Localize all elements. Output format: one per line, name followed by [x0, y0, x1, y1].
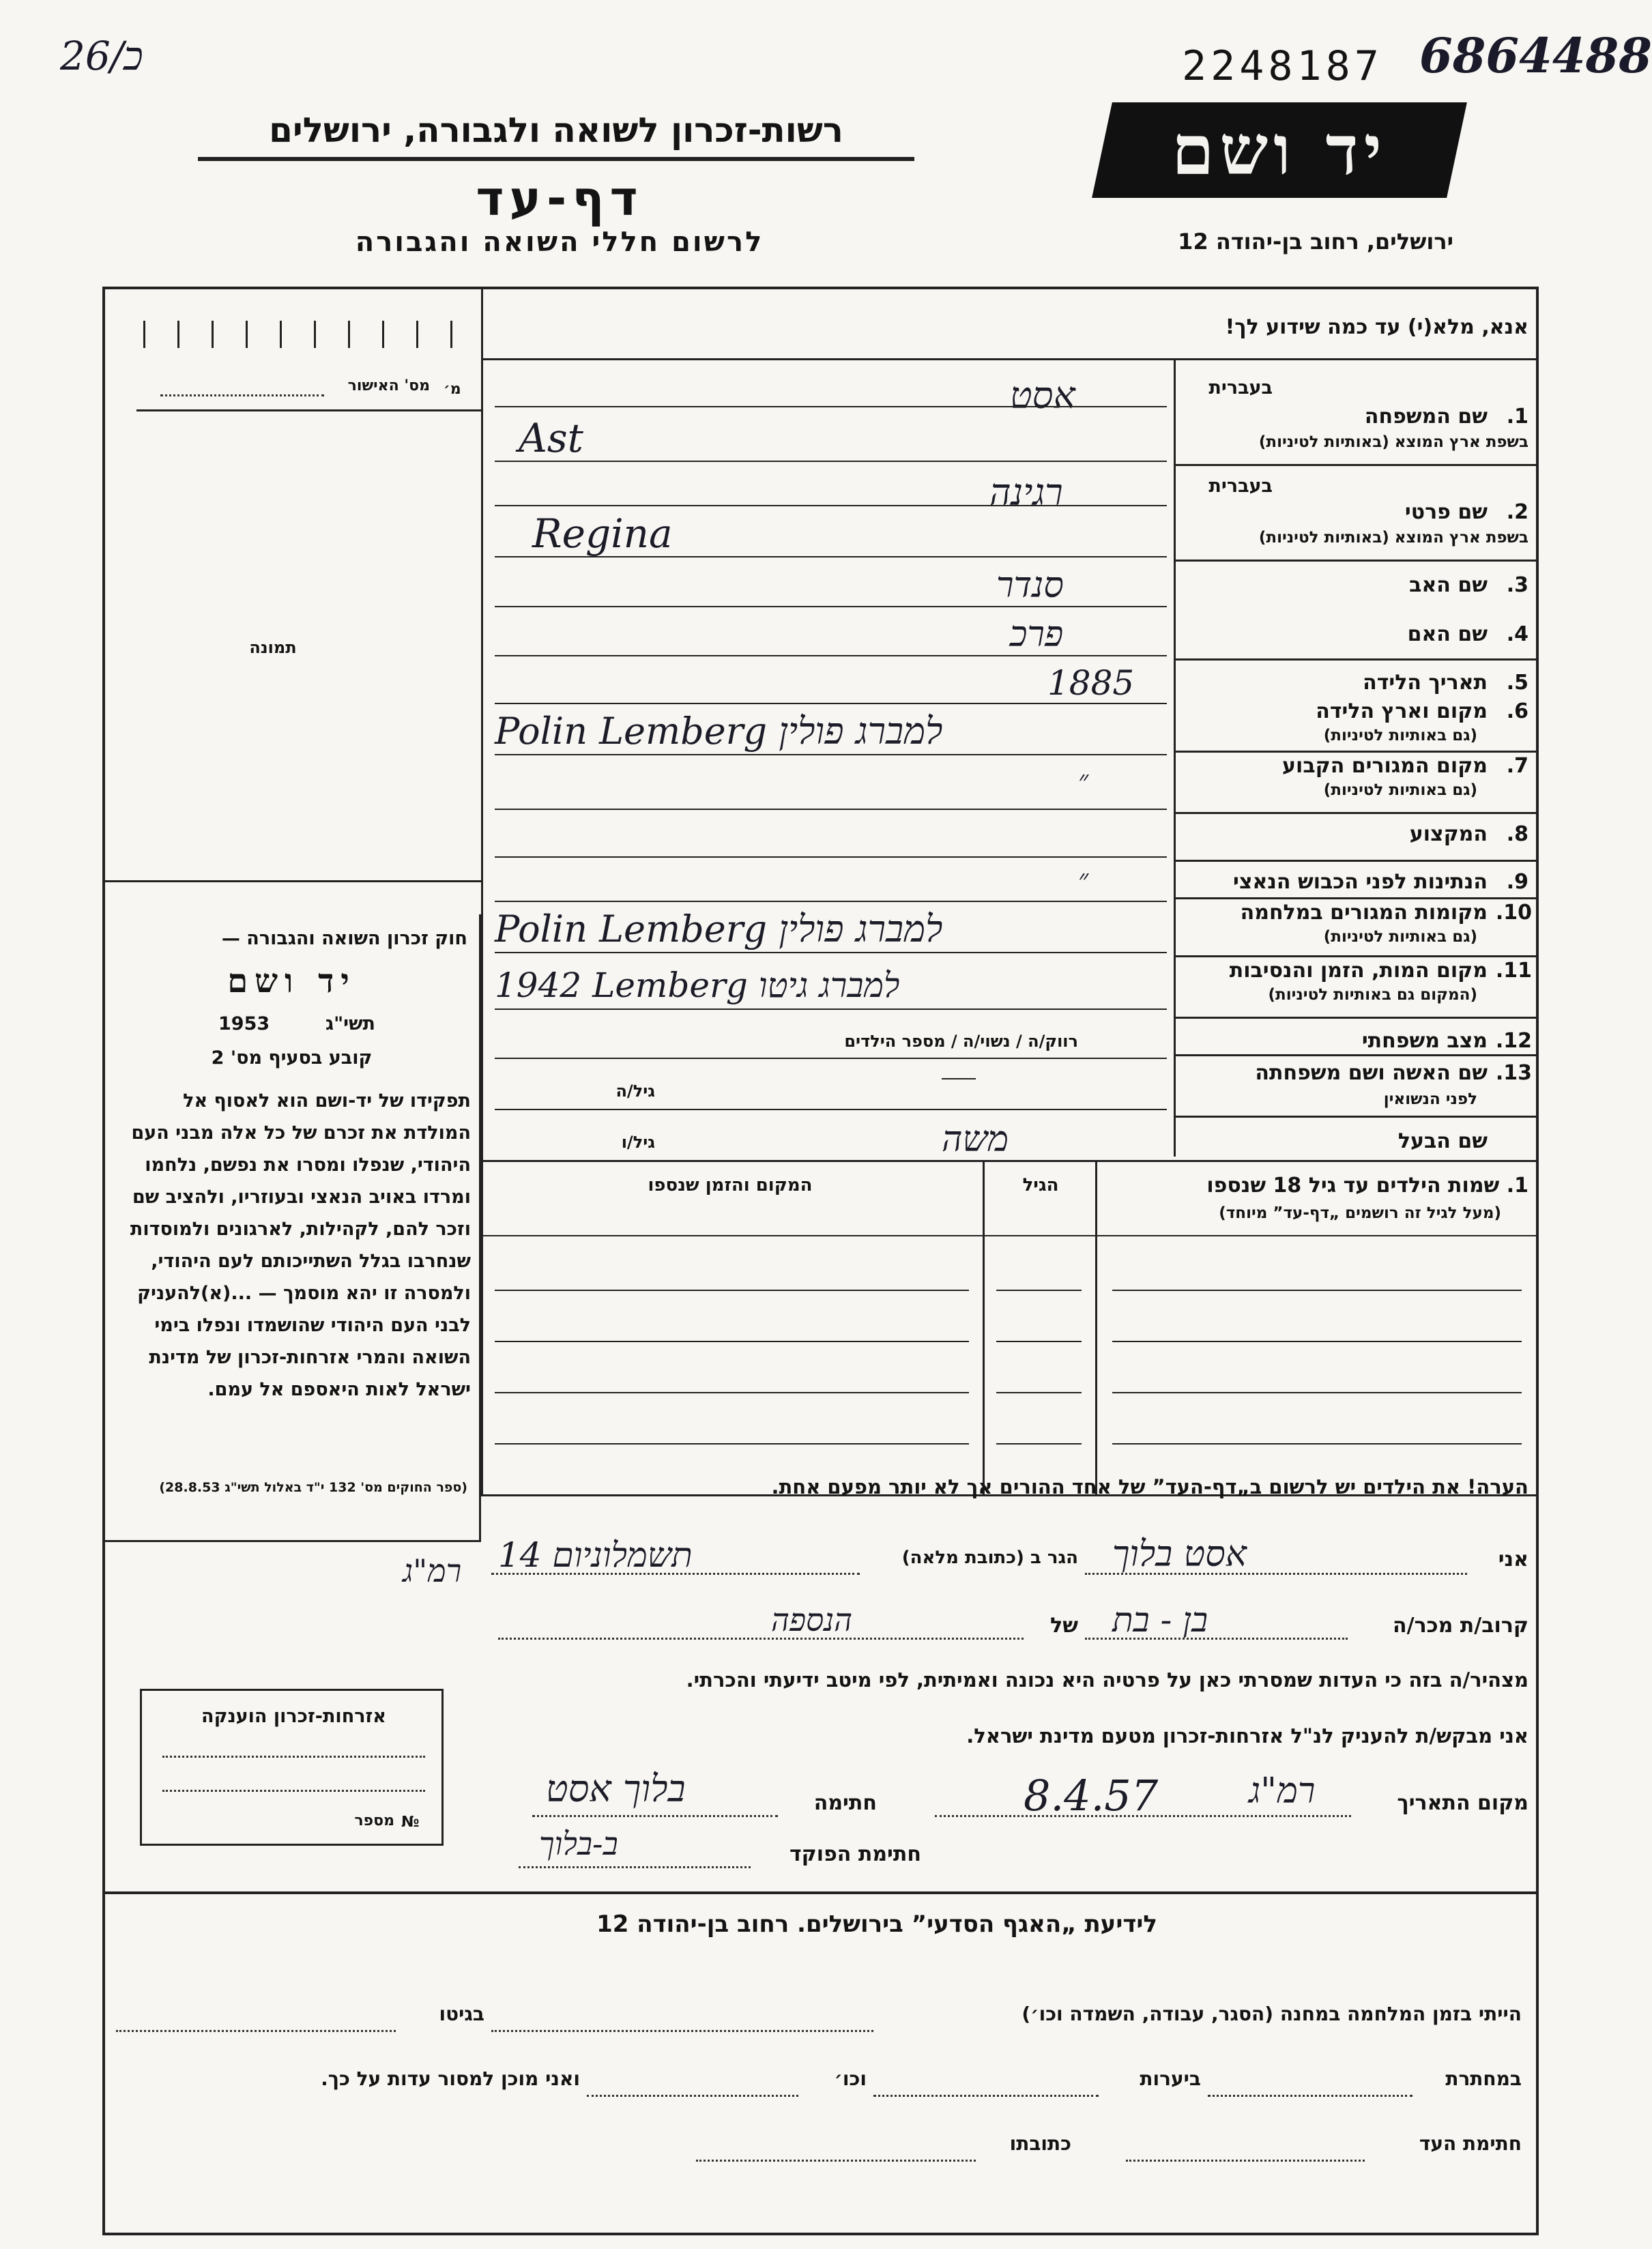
row-divider — [1174, 464, 1537, 466]
photo-label: תמונה — [249, 638, 297, 657]
birth-place-sub: (גם באותיות לטיניות) — [1323, 727, 1477, 744]
marital-status-label: מצב משפחתי — [1361, 1029, 1488, 1053]
law-body: תפקידו של יד-ושם הוא לאסוף אל המולדת את זכרם של כל אלה מבני העם היהודי, שנפלו ומסרו את נפשם, נלחמו ומרדו באויב הנאצי ובעוזריו, ולהציב שם וזכר להם, לקהילות, לארגונים ולמוסדות שנחרבו בגלל השתייכותם לעם היהודי, ולמסרה זו יהא מוסמך — ...(א)להעניק לבני העם היהודי שהושמדו ונפלו בימי השואה והמרי אזרחות-זכרון של מדינת ישראל לאות היאספם אל עמם. — [130, 1090, 471, 1400]
field-line — [495, 1058, 1167, 1059]
father-name-label: שם האב — [1409, 573, 1488, 597]
section-divider — [481, 1160, 1537, 1162]
declarant-city[interactable]: רמ"ג — [403, 1552, 462, 1589]
witness-signature-line[interactable] — [1126, 2160, 1365, 2162]
photo-bottom-line — [102, 880, 481, 882]
relation-value[interactable]: בן - בת — [1112, 1600, 1208, 1640]
family-name-label: שם המשפחה — [1364, 405, 1488, 429]
bottom-section-divider — [102, 1891, 1539, 1894]
officer-signature-label: חתימת הפוקד — [789, 1842, 921, 1866]
child-line[interactable] — [1112, 1443, 1522, 1445]
birth-date-value[interactable]: 1885 — [1047, 663, 1135, 703]
declarant-address-line — [491, 1573, 860, 1575]
tick — [212, 321, 214, 348]
nationality-num: 9. — [1506, 870, 1528, 894]
child-age-line[interactable] — [996, 1392, 1082, 1393]
husband-age-label: גיל/ו — [621, 1133, 655, 1152]
family-name-num: 1. — [1506, 405, 1528, 429]
war-residence-sub: (גם באותיות לטיניות) — [1323, 928, 1477, 946]
bottom-line3-a: חתימת העד — [1419, 2132, 1522, 2155]
address-line: ירושלים, רחוב בן-יהודה 12 — [1178, 229, 1453, 255]
field-line — [495, 809, 1167, 810]
declaration-text: מצהיר/ה בזה כי העדות שמסרתי כאן על פרטיה היא נכונה ואמיתית, לפי מיטב ידיעתי והכרתי. — [686, 1668, 1528, 1692]
war-residence-value[interactable]: Polin Lemberg למברג פולין — [495, 908, 943, 951]
tick — [280, 321, 282, 348]
law-year-hebrew: תשי"ג — [325, 1013, 375, 1034]
row-divider — [1174, 1054, 1537, 1056]
underground-line[interactable] — [1208, 2095, 1412, 2097]
bottom-line1-b: בגיטו — [439, 2003, 484, 2025]
declarant-address[interactable]: תשמלוניום 14 — [498, 1535, 693, 1575]
field-line — [495, 754, 1167, 755]
bottom-line2-c: וכו׳ — [834, 2067, 867, 2090]
child-line[interactable] — [1112, 1392, 1522, 1393]
war-residence-num: 10. — [1495, 901, 1532, 925]
mother-name-label: שם האם — [1407, 622, 1488, 646]
row-divider — [1174, 955, 1537, 957]
bottom-line2-d: ואני מוכן למסור עדות על כך. — [321, 2067, 580, 2090]
wife-name-sub: לפני הנשואין — [1383, 1090, 1477, 1108]
camp-line[interactable] — [491, 2030, 873, 2032]
place-date-label: מקום התאריך — [1397, 1791, 1528, 1815]
bottom-line3-b: כתובתו — [1009, 2132, 1071, 2155]
child-place-line[interactable] — [495, 1290, 969, 1291]
signature-value[interactable]: בלוך אסט — [546, 1767, 686, 1810]
profession-num: 8. — [1506, 822, 1528, 846]
place-date-line — [935, 1815, 1351, 1817]
first-name-num: 2. — [1506, 500, 1528, 524]
approval-ticks — [143, 321, 457, 348]
tick — [143, 321, 145, 348]
hebrew-label: בעברית — [1208, 476, 1273, 497]
of-label: של — [1050, 1614, 1078, 1638]
org-underline — [198, 157, 914, 161]
tick — [314, 321, 316, 348]
father-name-num: 3. — [1506, 573, 1528, 597]
birth-date-label: תאריך הלידה — [1363, 671, 1488, 695]
birth-date-num: 5. — [1506, 671, 1528, 695]
first-name-sub: בשפת ארץ המוצא (באותיות לטיניות) — [1258, 529, 1528, 547]
birth-place-value[interactable]: Polin Lemberg למברג פולין — [495, 710, 943, 753]
family-name-hebrew-value[interactable]: אסט — [1010, 374, 1075, 417]
of-line — [498, 1638, 1024, 1640]
approval-number-line[interactable] — [160, 394, 324, 396]
child-line[interactable] — [1112, 1341, 1522, 1342]
marital-status-options[interactable]: רווק/ה / נשוי/ה / מספר הילדים — [844, 1032, 1078, 1051]
death-place-value[interactable]: 1942 Lemberg למברג גיטו — [495, 966, 900, 1005]
form-subtitle: לרשום חללי השואה והגבורה — [355, 227, 764, 258]
memorial-line[interactable] — [162, 1790, 425, 1792]
memorial-citizenship-box — [140, 1689, 444, 1846]
child-place-line[interactable] — [495, 1341, 969, 1342]
declarant-address-label: הגר ב (כתובת מלאה) — [901, 1548, 1078, 1568]
yad-vashem-logo — [1092, 102, 1467, 198]
corner-file-number: 6864488 — [1419, 27, 1652, 84]
declarant-name-line — [1085, 1573, 1467, 1575]
birth-place-num: 6. — [1506, 699, 1528, 723]
child-age-line[interactable] — [996, 1290, 1082, 1291]
first-name-label: שם פרטי — [1404, 500, 1488, 524]
field-line — [495, 952, 1167, 953]
field-line — [495, 1109, 1167, 1110]
wife-name-label: שם האשה ושם משפחתה — [1255, 1061, 1488, 1085]
mother-name-num: 4. — [1506, 622, 1528, 646]
row-divider — [1174, 658, 1537, 661]
row-divider — [1174, 1116, 1537, 1118]
tick — [382, 321, 384, 348]
tick — [416, 321, 418, 348]
law-logo: יד ושם — [227, 962, 356, 1000]
residence-value[interactable]: ״ — [1078, 765, 1089, 796]
row-divider — [1174, 751, 1537, 753]
husband-name-value[interactable]: משה — [942, 1119, 1009, 1160]
corner-handwritten-mark: 26/כ — [60, 33, 143, 79]
field-line — [495, 655, 1167, 656]
law-footnote: (ספר החוקים מס' 132 י"ד באלול תשי"ג 28.8.53) — [159, 1480, 467, 1495]
ghetto-line[interactable] — [116, 2030, 396, 2032]
bottom-line1-a: הייתי בזמן המלחמה במחנה (הסגר, עבודה, השמדה וכו׳) — [1021, 2003, 1522, 2025]
memorial-title: אזרחות-זכרון הוענקה — [201, 1706, 386, 1727]
family-name-sub: בשפת ארץ המוצא (באותיות לטיניות) — [1258, 433, 1528, 451]
row-divider — [1174, 812, 1537, 814]
officer-signature-line — [519, 1866, 751, 1868]
field-line — [495, 1009, 1167, 1010]
husband-name-label: שם הבעל — [1397, 1129, 1488, 1153]
child-place-line[interactable] — [495, 1443, 969, 1445]
law-year: 1953 — [218, 1013, 270, 1034]
relation-line — [1085, 1638, 1348, 1640]
death-place-label: מקום המות, הזמן והנסיבות — [1229, 959, 1488, 983]
etc-line[interactable] — [587, 2095, 798, 2097]
nationality-value[interactable]: ״ — [1078, 864, 1089, 895]
left-panel-divider — [481, 287, 483, 1494]
children-place-header: המקום והזמן שנספו — [648, 1175, 813, 1195]
tick — [177, 321, 179, 348]
residence-label: מקום המגורים הקבוע — [1282, 754, 1488, 778]
photo-top-line — [136, 409, 481, 411]
profession-label: המקצוע — [1409, 822, 1488, 846]
death-place-sub: (המקום גם באותיות לטיניות) — [1268, 986, 1477, 1004]
place-value[interactable]: רמ"ג — [1249, 1771, 1316, 1812]
law-box — [102, 914, 481, 1542]
date-value[interactable]: 8.4.57 — [1024, 1771, 1159, 1820]
memorial-line[interactable] — [162, 1756, 425, 1758]
field-line — [495, 606, 1167, 607]
child-age-line[interactable] — [996, 1341, 1082, 1342]
tick — [450, 321, 452, 348]
bottom-line2-a: במחתרת — [1445, 2067, 1522, 2090]
field-line — [495, 461, 1167, 462]
father-name-value[interactable]: סנדר — [996, 565, 1064, 606]
request-text: אני מבקש/ת להעניק לנ"ל אזרחות-זכרון מטעם מדינת ישראל. — [966, 1724, 1528, 1747]
approval-mark: מ׳ — [444, 381, 461, 398]
mother-name-value[interactable]: פרכ — [1010, 614, 1064, 655]
row-divider — [1174, 1017, 1537, 1019]
memorial-number-mark: № — [401, 1814, 420, 1831]
dash-mark — [942, 1078, 976, 1079]
relation-label: קרוב/ת מכר/ה — [1393, 1614, 1528, 1638]
children-sub: (מעל לגיל זה רושמים „דף-עד” מיוחד) — [1219, 1204, 1501, 1222]
residence-sub: (גם באותיות לטיניות) — [1323, 781, 1477, 799]
forests-line[interactable] — [873, 2095, 1099, 2097]
of-value[interactable]: הנספה — [771, 1601, 853, 1638]
nationality-label: הנתינות לפני הכבוש הנאצי — [1233, 870, 1488, 894]
label-column-divider — [1174, 358, 1176, 1157]
tick — [348, 321, 350, 348]
children-col-divider — [983, 1160, 985, 1494]
children-header: 1. שמות הילדים עד גיל 18 שנספו — [1206, 1174, 1528, 1198]
wife-age-label: גיל/ה — [615, 1082, 655, 1101]
children-age-header: הגיל — [1022, 1175, 1059, 1195]
logo-text: יד ושם — [1172, 110, 1387, 190]
note-text: הערה! את הילדים יש לרשום ב„דף-העד” של אחד ההורים אך לא יותר מפעם אחת. — [771, 1475, 1528, 1498]
children-col-divider — [1095, 1160, 1097, 1494]
officer-signature-value[interactable]: ב-בלוך — [539, 1825, 618, 1862]
field-line — [495, 505, 1167, 506]
instruction-text: אנא, מלא(י) עד כמה שידוע לך! — [1225, 315, 1528, 339]
marital-status-num: 12. — [1495, 1029, 1532, 1053]
signature-label: חתימה — [813, 1791, 877, 1815]
family-name-latin-value[interactable]: Ast — [519, 415, 583, 461]
declarant-i-label: אני — [1498, 1548, 1528, 1571]
approval-number-label: מס' האישור — [347, 377, 430, 394]
death-place-num: 11. — [1495, 959, 1532, 983]
row-divider — [1174, 560, 1537, 562]
child-line[interactable] — [1112, 1290, 1522, 1291]
field-line — [495, 856, 1167, 858]
declarant-name[interactable]: אסט בלוך — [1112, 1534, 1247, 1575]
row-divider — [1174, 860, 1537, 862]
wife-name-num: 13. — [1495, 1061, 1532, 1085]
witness-address-line[interactable] — [696, 2160, 976, 2162]
tick — [246, 321, 248, 348]
field-line — [495, 556, 1167, 557]
child-place-line[interactable] — [495, 1392, 969, 1393]
serial-number: 2248187 — [1182, 42, 1383, 90]
hebrew-label: בעברית — [1208, 377, 1273, 398]
children-header-line — [481, 1235, 1537, 1236]
first-name-hebrew-value[interactable]: רגינה — [989, 471, 1063, 514]
field-line — [495, 901, 1167, 902]
first-name-latin-value[interactable]: Regina — [532, 510, 673, 557]
law-section: קובע בסעיף מס' 2 — [211, 1047, 373, 1069]
bottom-line2-b: ביערות — [1140, 2067, 1201, 2090]
bottom-heading: לידיעת „האגף הסדעי” בירושלים. רחוב בן-יהודה 12 — [596, 1911, 1157, 1938]
signature-line — [532, 1815, 778, 1817]
instruction-divider — [481, 358, 1537, 360]
form-title: דף-עד — [476, 171, 643, 227]
field-line — [495, 703, 1167, 704]
row-divider — [1174, 897, 1537, 899]
war-residence-label: מקומות המגורים במלחמה — [1240, 901, 1488, 925]
residence-num: 7. — [1506, 754, 1528, 778]
field-line — [495, 406, 1167, 407]
child-age-line[interactable] — [996, 1443, 1082, 1445]
memorial-number-label: מספר — [354, 1812, 394, 1829]
organization-line: רשות-זכרון לשואה ולגבורה, ירושלים — [269, 111, 843, 150]
birth-place-label: מקום וארץ הלידה — [1316, 699, 1488, 723]
law-title: חוק זכרון השואה והגבורה — — [221, 928, 467, 949]
